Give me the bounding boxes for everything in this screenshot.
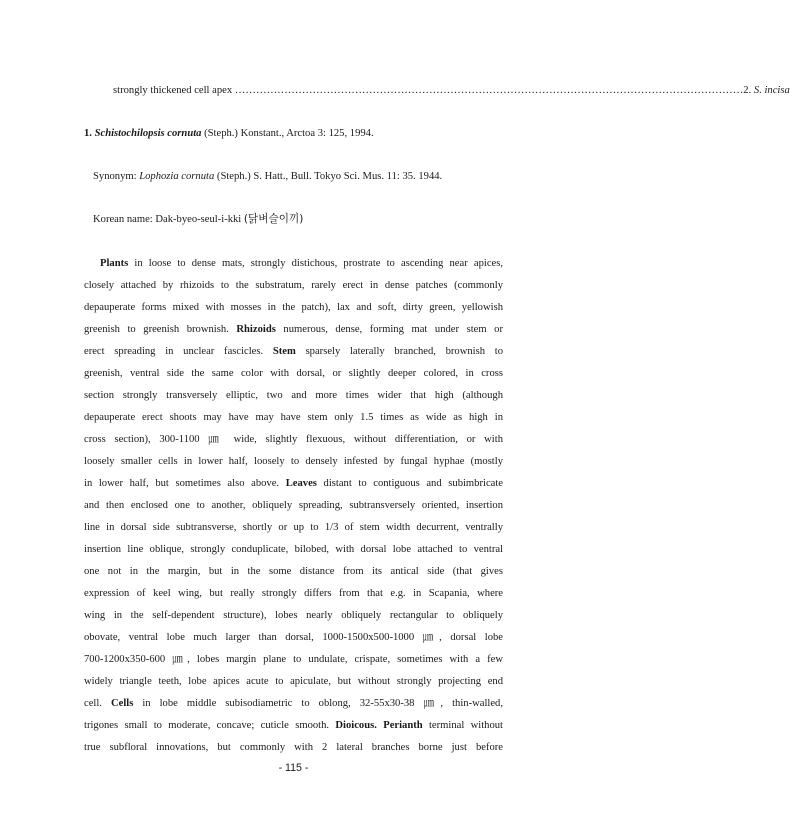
desc-text: depauperate forms mixed with mosses in the patch), lax and soft, dirty green, yellowish	[84, 302, 503, 313]
desc-line-9	[84, 433, 503, 447]
desc-line-5	[84, 345, 503, 359]
desc-text: wing in the self-dependent structure), lobes nearly obliquely rectangular to obliquely	[84, 610, 503, 621]
desc-text: sparsely laterally branched, brownish to	[305, 346, 503, 357]
synonym-line	[93, 170, 503, 184]
term-plants: Plants	[100, 258, 129, 269]
desc-text: insertion line oblique, strongly conduplicate, bilobed, with dorsal lobe attached to ventral	[84, 544, 503, 555]
term-perianth: Perianth	[383, 720, 423, 731]
desc-text: true subfloral innovations, but commonly with 2 lateral branches borne just before	[84, 742, 503, 753]
key-line	[113, 84, 790, 98]
desc-text: numerous, dense, forming mat under stem or	[283, 324, 504, 335]
korean-name-hangul: (닭벼슬이끼)	[243, 213, 304, 225]
korean-name-line	[93, 212, 503, 227]
desc-line-16	[84, 587, 503, 601]
desc-text: loosely smaller cells in lower half, loosely to densely infested by fungal hyphae (mostly	[84, 456, 503, 467]
desc-text: in lower half, but sometimes also above.	[84, 478, 280, 489]
desc-text: closely attached by rhizoids to the substratum, rarely erect in dense patches (commonly	[84, 280, 503, 291]
desc-line-8	[84, 411, 503, 425]
korean-name-label: Korean name: Dak-byeo-seul-i-kki	[93, 214, 242, 225]
desc-text: greenish, ventral side the same color with dorsal, or slightly deeper colored, in cross	[84, 368, 503, 379]
species-name: Schistochilopsis cornuta	[94, 128, 202, 139]
species-authority: (Steph.) Konstant., Arctoa 3: 125, 1994.	[204, 128, 374, 139]
desc-line-3	[84, 301, 503, 315]
desc-text: 700-1200x350-600 ㎛, lobes margin plane to undulate, crispate, sometimes with a few	[84, 654, 503, 665]
desc-text: distant to contiguous and subimbricate	[323, 478, 503, 489]
desc-line-18	[84, 631, 503, 645]
species-number: 1.	[84, 128, 92, 139]
desc-line-7	[84, 389, 503, 403]
desc-text: obovate, ventral lobe much larger than dorsal, 1000-1500x500-1000 ㎛, dorsal lobe	[84, 632, 503, 643]
desc-line-19	[84, 653, 503, 667]
desc-text: trigones small to moderate, concave; cuticle smooth.	[84, 720, 330, 731]
synonym-citation: (Steph.) S. Hatt., Bull. Tokyo Sci. Mus. 11: 35. 1944.	[216, 171, 443, 182]
key-text: strongly thickened cell apex ………………………………………………………………………………………………………………………………2.	[113, 85, 752, 96]
page-number: - 115 -	[278, 762, 309, 774]
term-stem: Stem	[272, 346, 296, 357]
desc-line-14	[84, 543, 503, 557]
term-cells: Cells	[110, 698, 134, 709]
desc-line-2	[84, 279, 503, 293]
desc-line-12	[84, 499, 503, 513]
desc-text: widely triangle teeth, lobe apices acute to apiculate, but without strongly projecting end	[84, 676, 503, 687]
key-species: S. incisa	[753, 85, 790, 96]
desc-line-22	[84, 719, 503, 733]
desc-text: section strongly transversely elliptic, two and more times wider that high (although	[84, 390, 503, 401]
desc-text: in loose to dense mats, strongly distichous, prostrate to ascending near apices,	[134, 258, 503, 269]
desc-text: terminal without	[428, 720, 503, 731]
desc-text: in lobe middle subisodiametric to oblong, 32-55x30-38 ㎛, thin-walled,	[142, 698, 503, 709]
desc-line-17	[84, 609, 503, 623]
species-heading	[84, 127, 503, 141]
desc-line-15	[84, 565, 503, 579]
term-rhizoids: Rhizoids	[236, 324, 276, 335]
desc-text: and then enclosed one to another, obliquely spreading, subtransversely oriented, insertion	[84, 500, 503, 511]
desc-text: cross section), 300-1100 ㎛ wide, slightly flexuous, without differentiation, or with	[84, 434, 503, 445]
synonym-label: Synonym:	[93, 171, 137, 182]
desc-line-10	[84, 455, 503, 469]
term-leaves: Leaves	[285, 478, 317, 489]
desc-line-11	[84, 477, 503, 491]
desc-text: line in dorsal side subtransverse, shortly or up to 1/3 of stem width decurrent, ventrally	[84, 522, 503, 533]
desc-line-21	[84, 697, 503, 711]
synonym-name: Lophozia cornuta	[139, 171, 215, 182]
desc-text: cell.	[84, 698, 102, 709]
desc-line-4	[84, 323, 503, 337]
desc-line-6	[84, 367, 503, 381]
desc-text: greenish to greenish brownish.	[84, 324, 229, 335]
desc-text: erect spreading in unclear fascicles.	[84, 346, 264, 357]
desc-text: one not in the margin, but in the some distance from its antical side (that gives	[84, 566, 503, 577]
desc-text: expression of keel wing, but really strongly differs from that e.g. in Scapania, where	[84, 588, 503, 599]
desc-line-13	[84, 521, 503, 535]
term-dioicous: Dioicous.	[335, 720, 377, 731]
desc-line-20	[84, 675, 503, 689]
desc-text: depauperate erect shoots may have may have stem only 1.5 times as wide as high in	[84, 412, 503, 423]
desc-line-23	[84, 741, 503, 755]
desc-line-1	[100, 257, 503, 271]
